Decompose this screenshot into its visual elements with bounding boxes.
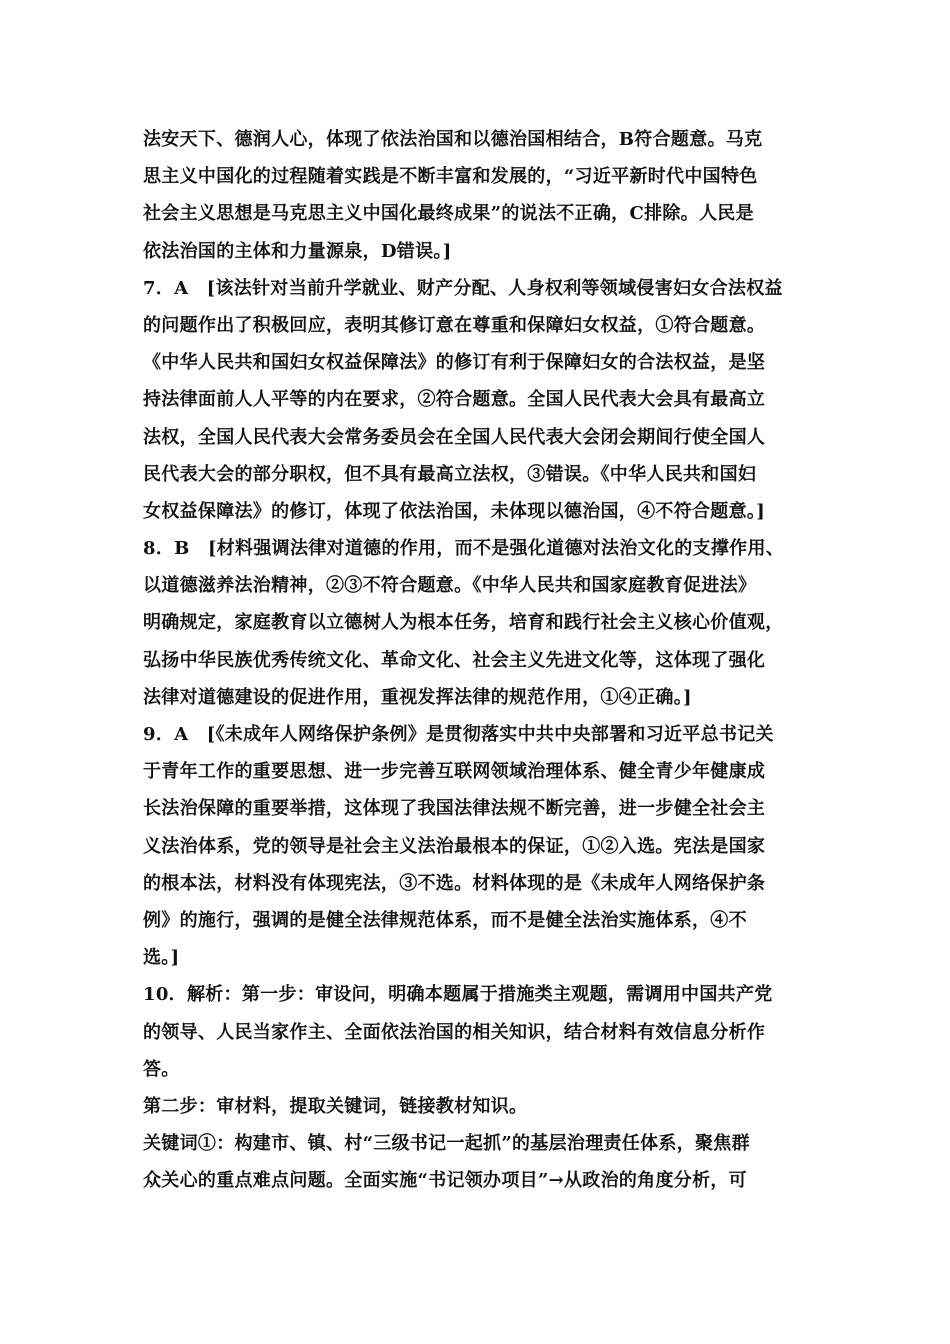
text-line: 选。] xyxy=(143,947,180,969)
answer-text-body xyxy=(143,121,811,1199)
text-line: 答。 xyxy=(143,1058,180,1080)
text-line: 于青年工作的重要思想、进一步完善互联网领域治理体系、健全青少年健康成 xyxy=(143,761,766,783)
text-line: 社会主义思想是马克思主义中国化最终成果”的说法不正确，C排除。人民是 xyxy=(143,203,754,225)
text-line: 法权，全国人民代表大会常务委员会在全国人民代表大会闭会期间行使全国人 xyxy=(143,426,766,448)
text-line: 长法治保障的重要举措，这体现了我国法律法规不断完善，进一步健全社会主 xyxy=(143,798,766,820)
text-line: 第二步：审材料，提取关键词，链接教材知识。 xyxy=(143,1095,528,1117)
text-line: 例》的施行，强调的是健全法律规范体系，而不是健全法治实施体系，④不 xyxy=(143,909,747,931)
answer-10-line: 10．解析：第一步：审设问，明确本题属于措施类主观题，需调用中国共产党 xyxy=(143,984,773,1006)
text-line: 的领导、人民当家作主、全面依法治国的相关知识，结合材料有效信息分析作 xyxy=(143,1021,766,1043)
text-line: 明确规定，家庭教育以立德树人为根本任务，培育和践行社会主义核心价值观， xyxy=(143,612,784,634)
answer-7-line: 7．A [该法针对当前升学就业、财产分配、人身权利等领域侵害妇女合法权益 xyxy=(143,277,783,299)
text-line: 思主义中国化的过程随着实践是不断丰富和发展的，“习近平新时代中国特色 xyxy=(143,166,758,188)
text-line: 义法治体系，党的领导是社会主义法治最根本的保证，①②入选。宪法是国家 xyxy=(143,835,766,857)
text-line: 关键词①：构建市、镇、村“三级书记一起抓”的基层治理责任体系，聚焦群 xyxy=(143,1133,750,1155)
text-line: 的问题作出了积极回应，表明其修订意在尊重和保障妇女权益，①符合题意。 xyxy=(143,314,766,336)
text-line: 法律对道德建设的促进作用，重视发挥法律的规范作用，①④正确。] xyxy=(143,686,692,708)
text-line: 依法治国的主体和力量源泉，D错误。] xyxy=(143,240,452,262)
text-line: 持法律面前人人平等的内在要求，②符合题意。全国人民代表大会具有最高立 xyxy=(143,389,766,411)
text-line: 的根本法，材料没有体现宪法，③不选。材料体现的是《未成年人网络保护条 xyxy=(143,872,766,894)
text-line: 民代表大会的部分职权，但不具有最高立法权，③错误。《中华人民共和国妇 xyxy=(143,463,757,485)
text-line: 《中华人民共和国妇女权益保障法》的修订有利于保障妇女的合法权益，是坚 xyxy=(143,352,766,374)
answer-9-line: 9．A [《未成年人网络保护条例》是贯彻落实中共中央部署和习近平总书记关 xyxy=(143,724,774,745)
text-line: 法安天下、德润人心，体现了依法治国和以德治国相结合，B符合题意。马克 xyxy=(143,129,763,150)
text-line: 以道德滋养法治精神，②③不符合题意。《中华人民共和国家庭教育促进法》 xyxy=(143,575,757,597)
answer-8-line: 8．B [材料强调法律对道德的作用，而不是强化道德对法治文化的支撑作用、 xyxy=(143,538,785,560)
text-line: 女权益保障法》的修订，体现了依法治国，未体现以德治国，④不符合题意。] xyxy=(143,500,766,522)
text-line: 弘扬中华民族优秀传统文化、革命文化、社会主义先进文化等，这体现了强化 xyxy=(143,649,766,671)
text-line: 众关心的重点难点问题。全面实施“书记领办项目”→从政治的角度分析，可 xyxy=(143,1170,747,1192)
